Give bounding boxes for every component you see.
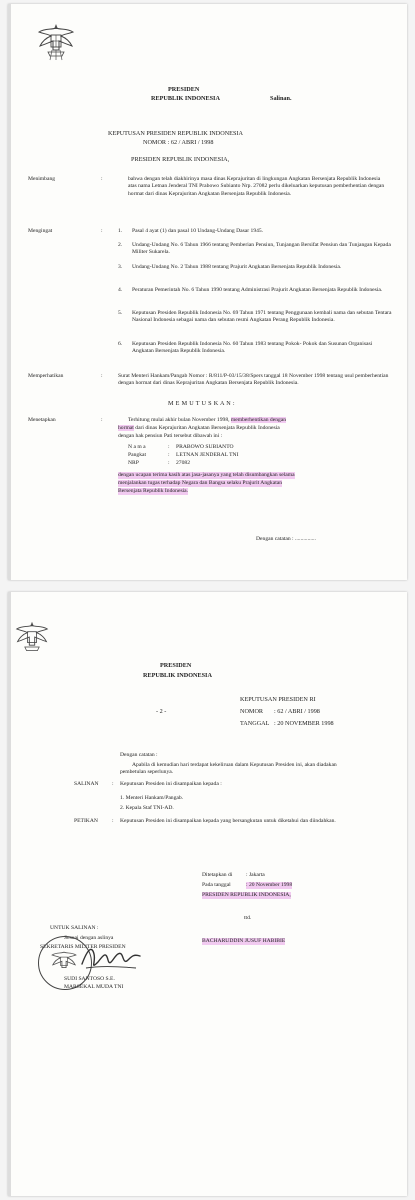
memperhatikan-text: Surat Menteri Hankam/Pangab Nomor : R/811/P-03/15/38/Spers tanggal 18 November 1998 tentang usul pemberhentian dengan hormat dari dinas Keprajuritan Angkatan Bersenjata Republik Indonesia. xyxy=(118,373,389,387)
ref-title: KEPUTUSAN PRESIDEN RI xyxy=(240,696,316,703)
salinan-item: 2. Kepala Staf TNI-AD. xyxy=(120,805,174,811)
menetapkan-label: Menetapkan xyxy=(28,417,56,423)
memutuskan-heading: M E M U T U S K A N : xyxy=(168,400,235,407)
menetapkan-line-2 xyxy=(118,425,280,432)
document-page-1 xyxy=(8,4,407,580)
ref-nomor-value: : 62 / ABRI / 1998 xyxy=(274,708,320,715)
catatan-text: Apabila di kemudian hari terdapat kekeliruan dalam Keputusan Presiden ini, akan diadakan pembetulan seperlunya. xyxy=(120,762,337,776)
field-colon: : xyxy=(168,444,170,450)
menetapkan-line-2b: dari dinas Keprajuritan Angkatan Bersenjata Republik Indonesia xyxy=(135,425,280,431)
menimbang-text: bahwa dengan telah diakhirinya masa dinas Keprajuritan di lingkungan Angkatan Bersenjata Republik Indonesia atas nama Letnan Jenderal TNI Prabowo Subianto Nrp. 27082 perlu dikeluarkan keputusan pemberhentian dengan hormat dari dinas Keprajuritan Angkatan Bersenjata Republik Indonesia. xyxy=(128,176,385,197)
field-label: N a m a xyxy=(128,444,146,450)
mengingat-item-text: Keputusan Presiden Republik Indonesia No. 60 Tahun 1983 tentang Pokok- Pokok dan Susunan Organisasi Angkatan Bersenjata Republik Indonesia. xyxy=(132,341,373,355)
petikan-label: PETIKAN xyxy=(74,818,98,824)
menimbang-label: Menimbang xyxy=(28,176,56,182)
salinan-label: SALINAN xyxy=(74,781,99,787)
header-republik: REPUBLIK INDONESIA xyxy=(151,95,220,102)
mengingat-item-text: Undang-Undang No. 6 Tahun 1966 tentang Pemberian Pensiun, Tunjangan Bersifat Pensiun dan Tunjangan Kepada Militer Sukarela. xyxy=(132,242,391,256)
decree-issuer: PRESIDEN REPUBLIK INDONESIA, xyxy=(131,156,230,163)
mengingat-item-num: 2. xyxy=(118,242,123,248)
header-republik: REPUBLIK INDONESIA xyxy=(143,672,212,679)
handwritten-signature-icon xyxy=(78,942,144,976)
ref-tanggal-value: : 20 NOVEMBER 1998 xyxy=(274,720,334,727)
garuda-emblem-icon xyxy=(14,618,50,658)
catatan-label: Dengan catatan : xyxy=(120,752,158,758)
field-value: LETNAN JENDERAL TNI xyxy=(176,452,239,458)
date-value: : 20 November 1998 xyxy=(246,882,293,888)
decree-title: KEPUTUSAN PRESIDEN REPUBLIK INDONESIA xyxy=(108,130,243,137)
mengingat-item-num: 3. xyxy=(118,264,123,270)
document-page-2 xyxy=(8,592,407,1196)
highlighted-text: memberhentikan dengan xyxy=(230,417,287,423)
memperhatikan-colon: : xyxy=(101,373,103,379)
menetapkan-line-3: dengan hak pensiun Pati tersebut dibawah ini : xyxy=(118,433,223,439)
header-salinan: Salinan. xyxy=(270,95,292,102)
menetapkan-line-1a: Terhitung mulai akhir bulan November 1998, xyxy=(128,417,230,423)
highlighted-text: menjalankan tugas terhadap Negara dan Bangsa selaku Prajurit Angkatan xyxy=(118,480,283,486)
menimbang-colon: : xyxy=(101,176,103,182)
field-value: 27082 xyxy=(176,460,190,466)
field-colon: : xyxy=(168,460,170,466)
untuk-salinan: UNTUK SALINAN : xyxy=(50,925,99,931)
mengingat-item-num: 4. xyxy=(118,287,123,293)
ref-tanggal-label: TANGGAL xyxy=(240,720,270,727)
menetapkan-colon: : xyxy=(101,417,103,423)
scan-edge xyxy=(8,4,11,580)
stamp-garuda-icon xyxy=(50,946,78,978)
mengingat-item-num: 1. xyxy=(118,228,123,234)
ref-nomor-label: NOMOR xyxy=(240,708,264,715)
header-presiden: PRESIDEN xyxy=(160,662,192,669)
field-label: NRP xyxy=(128,460,139,466)
mengingat-colon: : xyxy=(101,228,103,234)
date-label: Pada tanggal xyxy=(202,882,231,888)
place-label: Ditetapkan di xyxy=(202,872,233,878)
header-presiden: PRESIDEN xyxy=(168,86,200,93)
dengan-catatan-footer: Dengan catatan : ............... xyxy=(256,536,316,542)
scan-edge xyxy=(8,592,11,1196)
mengingat-item-text: Peraturan Pemerintah No. 6 Tahun 1990 tentang Administrasi Prajurit Angkatan Bersenjata Republik Indonesia. xyxy=(132,287,383,293)
page-number: - 2 - xyxy=(156,708,167,715)
field-label: Pangkat xyxy=(128,452,147,458)
signature-issuer: PRESIDEN REPUBLIK INDONESIA, xyxy=(202,892,291,898)
highlighted-text: Bersenjata Republik Indonesia. xyxy=(118,488,189,494)
place-value: : Jakarta xyxy=(246,872,265,878)
menetapkan-line-1 xyxy=(128,417,286,424)
field-value: PRABOWO SUBIANTO xyxy=(176,444,234,450)
sekretaris-militer: SEKRETARIS MILITER PRESIDEN xyxy=(40,944,126,950)
mengingat-item-text: Undang-Undang No. 2 Tahun 1988 tentang Prajurit Angkatan Bersenjata Republik Indonesia. xyxy=(132,264,342,270)
garuda-emblem-icon xyxy=(36,20,76,64)
field-colon: : xyxy=(168,452,170,458)
decree-number: NOMOR : 62 / ABRI / 1998 xyxy=(143,139,214,146)
mengingat-item-text: Keputusan Presiden Republik Indonesia No. 69 Tahun 1971 tentang Penggunaan kembali nama dan sebutan Tentara Nasional Indonesia sebagai nama dan sebutan resmi Angkatan Perang Republik Indonesia. xyxy=(132,310,392,324)
petikan-colon: : xyxy=(112,818,114,824)
copy-signatory-name: SUDI SANTOSO S.E. xyxy=(64,976,115,982)
highlighted-text: hormat xyxy=(118,425,134,431)
salinan-item: 1. Menteri Hankam/Pangab. xyxy=(120,795,184,801)
highlighted-text: dengan ucapan terima kasih atas jasa-jasanya yang telah disumbangkan selama xyxy=(118,472,295,478)
salinan-text: Keputusan Presiden ini disampaikan kepada : xyxy=(120,781,222,787)
petikan-text: Keputusan Presiden ini disampaikan kepada yang bersangkutan untuk diketahui dan diindahkan. xyxy=(120,818,336,824)
ttd-mark: ttd. xyxy=(244,915,252,921)
memperhatikan-label: Memperhatikan xyxy=(28,373,64,379)
sesuai-aslinya: Sesuai dengan aslinya xyxy=(64,935,114,941)
signatory-name: BACHARUDDIN JUSUF HABIBIE xyxy=(202,938,286,944)
copy-signatory-rank: MARSEKAL MUDA TNI xyxy=(64,984,124,990)
mengingat-item-text: Pasal 4 ayat (1) dan pasal 10 Undang-Undang Dasar 1945. xyxy=(132,228,264,234)
mengingat-item-num: 5. xyxy=(118,310,123,316)
mengingat-item-num: 6. xyxy=(118,341,123,347)
mengingat-label: Mengingat xyxy=(28,228,53,234)
salinan-colon: : xyxy=(112,781,114,787)
